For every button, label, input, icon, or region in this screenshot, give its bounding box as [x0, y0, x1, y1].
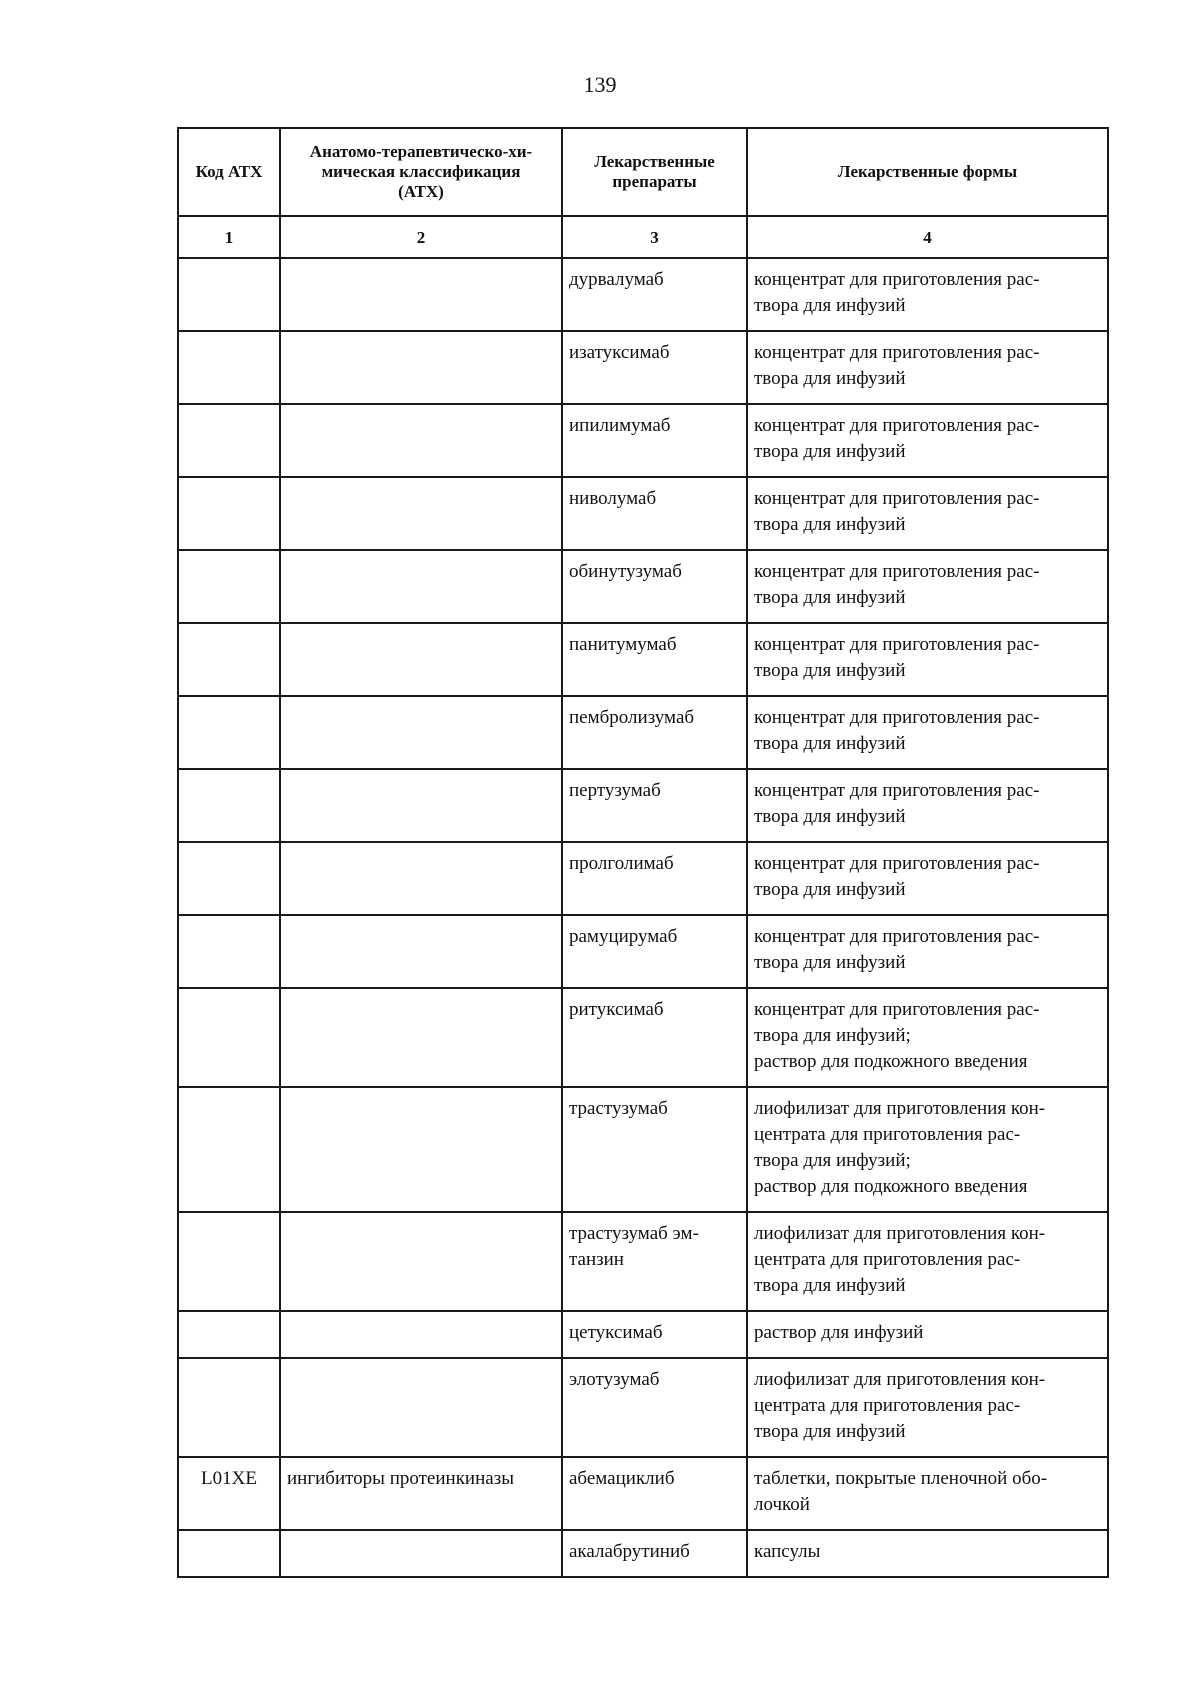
drug-cell: акалабрутиниб [562, 1530, 747, 1577]
classification-cell [280, 696, 562, 769]
dosage-form-cell [747, 1530, 1108, 1577]
dosage-form-line: таблетки, покрытые пленочной обо- [754, 1468, 1048, 1489]
dosage-form-line: твора для инфузий [754, 733, 906, 754]
classification-cell [280, 1087, 562, 1212]
classification-cell [280, 623, 562, 696]
atx-code-cell [178, 477, 280, 550]
atx-drug-table [177, 127, 1109, 1578]
table-row [178, 842, 1108, 915]
column-number-row [178, 216, 1108, 258]
atx-code-cell [178, 1530, 280, 1577]
classification-cell [280, 1358, 562, 1457]
classification-cell [280, 915, 562, 988]
dosage-form-cell [747, 258, 1108, 331]
column-number: 1 [178, 216, 280, 258]
dosage-form-line: лочкой [754, 1494, 810, 1515]
atx-code-cell [178, 696, 280, 769]
dosage-form-line: лиофилизат для приготовления кон- [754, 1098, 1046, 1119]
table-row [178, 1457, 1108, 1530]
column-number: 2 [280, 216, 562, 258]
table-row [178, 915, 1108, 988]
table-row [178, 696, 1108, 769]
dosage-form-line: раствор для подкожного введения [754, 1051, 1028, 1072]
dosage-form-line: концентрат для приготовления рас- [754, 415, 1040, 436]
drug-cell: рамуцирумаб [562, 915, 747, 988]
dosage-form-line: центрата для приготовления рас- [754, 1395, 1021, 1416]
atx-code-cell [178, 1087, 280, 1212]
dosage-form-line: твора для инфузий [754, 295, 906, 316]
classification-cell [280, 1530, 562, 1577]
classification-cell [280, 404, 562, 477]
dosage-form-line: концентрат для приготовления рас- [754, 853, 1040, 874]
dosage-form-line: центрата для приготовления рас- [754, 1249, 1021, 1270]
drug-cell: ритуксимаб [562, 988, 747, 1087]
table-row [178, 1530, 1108, 1577]
dosage-form-cell [747, 915, 1108, 988]
dosage-form-line: концентрат для приготовления рас- [754, 707, 1040, 728]
atx-code-cell [178, 331, 280, 404]
atx-code-cell [178, 842, 280, 915]
dosage-form-cell [747, 696, 1108, 769]
classification-cell: ингибиторы протеинкиназы [280, 1457, 562, 1530]
table-row [178, 404, 1108, 477]
classification-cell [280, 331, 562, 404]
dosage-form-line: концентрат для приготовления рас- [754, 269, 1040, 290]
table-row [178, 623, 1108, 696]
dosage-form-cell [747, 1311, 1108, 1358]
drug-cell: трастузумаб [562, 1087, 747, 1212]
dosage-form-line: концентрат для приготовления рас- [754, 488, 1040, 509]
dosage-form-cell [747, 842, 1108, 915]
dosage-form-line: концентрат для приготовления рас- [754, 999, 1040, 1020]
drug-cell: цетуксимаб [562, 1311, 747, 1358]
dosage-form-line: твора для инфузий [754, 660, 906, 681]
table-row [178, 988, 1108, 1087]
classification-cell [280, 258, 562, 331]
dosage-form-line: концентрат для приготовления рас- [754, 926, 1040, 947]
dosage-form-line: твора для инфузий [754, 1275, 906, 1296]
dosage-form-line: раствор для инфузий [754, 1322, 924, 1343]
atx-code-cell [178, 258, 280, 331]
dosage-form-line: центрата для приготовления рас- [754, 1124, 1021, 1145]
drug-cell: трастузумаб эм- танзин [562, 1212, 747, 1311]
header-classification: Анатомо-терапевтическо-хи- мическая классификация (АТХ) [280, 128, 562, 216]
dosage-form-line: твора для инфузий [754, 1421, 906, 1442]
dosage-form-cell [747, 988, 1108, 1087]
atx-code-cell [178, 623, 280, 696]
dosage-form-cell [747, 1212, 1108, 1311]
table-row [178, 1212, 1108, 1311]
dosage-form-line: лиофилизат для приготовления кон- [754, 1369, 1046, 1390]
dosage-form-line: концентрат для приготовления рас- [754, 561, 1040, 582]
table-row [178, 1358, 1108, 1457]
dosage-form-line: твора для инфузий [754, 441, 906, 462]
atx-code-cell: L01XE [178, 1457, 280, 1530]
drug-cell: ниволумаб [562, 477, 747, 550]
dosage-form-line: твора для инфузий [754, 806, 906, 827]
drug-cell: изатуксимаб [562, 331, 747, 404]
table-row [178, 1087, 1108, 1212]
table-row [178, 258, 1108, 331]
atx-code-cell [178, 1358, 280, 1457]
header-forms: Лекарственные формы [747, 128, 1108, 216]
dosage-form-cell [747, 1358, 1108, 1457]
drug-cell: обинутузумаб [562, 550, 747, 623]
classification-cell [280, 842, 562, 915]
classification-cell [280, 1212, 562, 1311]
dosage-form-cell [747, 623, 1108, 696]
classification-cell [280, 477, 562, 550]
table-row [178, 477, 1108, 550]
atx-code-cell [178, 915, 280, 988]
table-row [178, 769, 1108, 842]
dosage-form-line: концентрат для приготовления рас- [754, 342, 1040, 363]
drug-cell: панитумумаб [562, 623, 747, 696]
dosage-form-line: твора для инфузий; [754, 1025, 911, 1046]
dosage-form-cell [747, 477, 1108, 550]
dosage-form-cell [747, 404, 1108, 477]
page-number: 139 [583, 72, 617, 97]
classification-cell [280, 550, 562, 623]
atx-code-cell [178, 769, 280, 842]
dosage-form-line: твора для инфузий [754, 952, 906, 973]
classification-cell [280, 769, 562, 842]
dosage-form-line: раствор для подкожного введения [754, 1176, 1028, 1197]
header-drugs: Лекарственные препараты [562, 128, 747, 216]
atx-code-cell [178, 404, 280, 477]
table-row [178, 331, 1108, 404]
dosage-form-line: концентрат для приготовления рас- [754, 634, 1040, 655]
drug-cell: пертузумаб [562, 769, 747, 842]
dosage-form-line: твора для инфузий [754, 368, 906, 389]
dosage-form-line: твора для инфузий [754, 587, 906, 608]
dosage-form-cell [747, 1457, 1108, 1530]
table-row [178, 1311, 1108, 1358]
classification-cell [280, 988, 562, 1087]
classification-cell [280, 1311, 562, 1358]
atx-code-cell [178, 988, 280, 1087]
table-row [178, 550, 1108, 623]
column-number: 3 [562, 216, 747, 258]
dosage-form-line: твора для инфузий [754, 514, 906, 535]
dosage-form-cell [747, 550, 1108, 623]
drug-cell: пролголимаб [562, 842, 747, 915]
atx-code-cell [178, 1212, 280, 1311]
dosage-form-line: твора для инфузий [754, 879, 906, 900]
dosage-form-line: капсулы [754, 1541, 821, 1562]
dosage-form-line: концентрат для приготовления рас- [754, 780, 1040, 801]
atx-code-cell [178, 550, 280, 623]
drug-cell: ипилимумаб [562, 404, 747, 477]
dosage-form-cell [747, 331, 1108, 404]
header-code: Код АТХ [178, 128, 280, 216]
dosage-form-cell [747, 769, 1108, 842]
drug-cell: пембролизумаб [562, 696, 747, 769]
dosage-form-line: лиофилизат для приготовления кон- [754, 1223, 1046, 1244]
drug-cell: элотузумаб [562, 1358, 747, 1457]
dosage-form-cell [747, 1087, 1108, 1212]
drug-cell: дурвалумаб [562, 258, 747, 331]
dosage-form-line: твора для инфузий; [754, 1150, 911, 1171]
atx-code-cell [178, 1311, 280, 1358]
header-row [178, 128, 1108, 216]
column-number: 4 [747, 216, 1108, 258]
drug-cell: абемациклиб [562, 1457, 747, 1530]
